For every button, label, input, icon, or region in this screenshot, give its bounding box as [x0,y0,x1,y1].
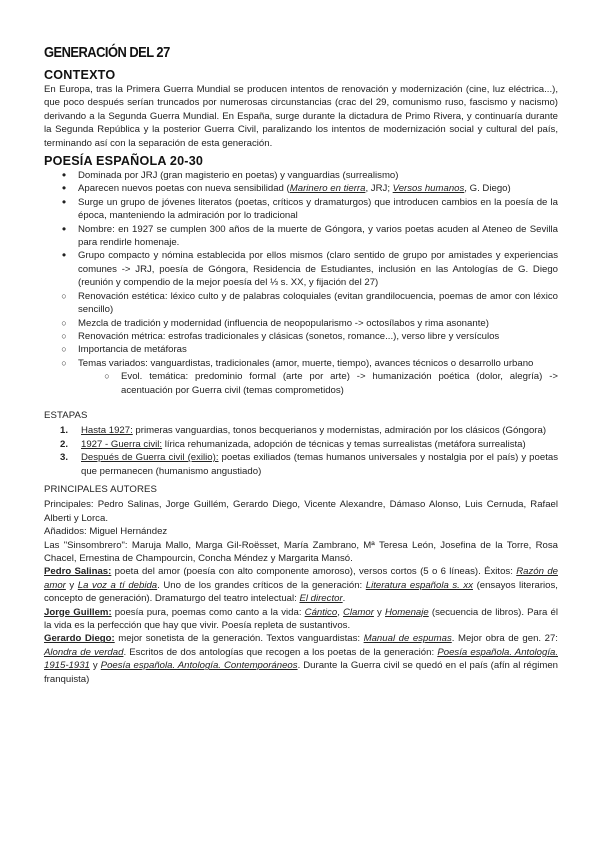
bullet-icon [59,223,69,236]
circle-bullet-icon [59,330,69,343]
anadidos-paragraph: Añadidos: Miguel Hernández [44,526,168,538]
diego-paragraph: Gerardo Diego: mejor sonetista de la generación. Textos vanguardistas: Manual de espumas. Mejor obra de gen. 27: Alondra de verdad. Escritos de dos antologías que recogen a los poetas de la generación: Poesía española. Antología. 1915-1931 y Poesía española. Antología. Contemporáneos. Durante la Guerra civil se quedó en el país (afín al régimen franquista) [44,633,559,685]
list-item: ● Surge un grupo de jóvenes literatos (poetas, críticos y dramaturgos) que introducen cambios en la poesía de la época, manteniendo la admiración por lo tradicional [44,196,558,223]
autores-label: PRINCIPALES AUTORES [44,483,157,495]
list-item: ● Aparecen nuevos poetas con nueva sensibilidad (Marinero en tierra, JRJ; Versos humanos, G. Diego) [44,182,558,195]
circle-bullet-icon [102,370,112,383]
contexto-paragraph: En Europa, tras la Primera Guerra Mundial se producen intentos de renovación y modernización (cine, luz eléctrica...), que poco después serían truncados por numerosas circunstancias (crac del 29, comunismo ruso, fascismo y nacismo) derivando a la Segunda Guerra Mundial. En España, surge durante la dictadura de Primo Rivera, y continuaría durante la Segunda República y la posterior Guerra Civil, paralizando los intentos de modernización social y cultural del país, terminando así con la separación de esta generación. [44,84,558,149]
sinsombrero-paragraph: Las "Sinsombrero": Maruja Mallo, Marga Gil-Roësset, María Zambrano, Mª Teresa León, Josefina de la Torre, Rosa Chacel, Ernestina de Champourcin, Concha Méndez y Margarita Mansó. [44,539,558,564]
guillem-paragraph: Jorge Guillem: poesía pura, poemas como canto a la vida: Cántico, Clamor y Homenaje (secuencia de libros). Para él la vida es la perfección que hay que vivir. Poesía repleta de sustantivos. [44,606,558,632]
work-title: Versos humanos [392,183,465,195]
bullet-icon [59,169,69,182]
list-item: ● Nombre: en 1927 se cumplen 300 años de la muerte de Góngora, y varios poetas acuden al Ateneo de Sevilla para rendirle homenaje. [44,223,558,250]
salinas-paragraph: Pedro Salinas: poeta del amor (poesía con alto componente amoroso), versos cortos (5 o 6 líneas). Éxitos: Razón de amor y La voz a tí debida. Uno de los grandes críticos de la generación: Literatura española s. xx (ensayos literarios, concepto de generación). Dramaturgo del teatro intelectual: El director. [44,566,558,605]
work-title: Literatura española s. xx [365,579,473,591]
work-title: Manual de espumas [363,633,452,645]
list-item: ○ Temas variados: vanguardistas, tradicionales (amor, muerte, tiempo), avances técnicos o desarrollo urbano [44,357,558,370]
work-title: La voz a tí debida [77,579,158,591]
author-name: Pedro Salinas: [44,566,112,578]
list-item: ● Grupo compacto y nómina establecida por ellos mismos (claro sentido de grupo por amistades y experiencias comunes -> JRJ, poesía de Góngora, Residencia de Estudiantes, inclusión en las Antologías de G. Diego (reunión y compendio de la mejor poesía del ⅓ s. XX, y fijación del 27) [44,249,558,289]
circle-bullet-icon [59,290,69,303]
poesia-heading: POESÍA ESPAÑOLA 20-30 [44,154,204,169]
list-item: ○ Mezcla de tradición y modernidad (influencia de neopopularismo -> octosílabos y rima asonante) [44,317,558,330]
work-title: Razón de amor [44,566,558,591]
list-item: 2. 1927 - Guerra civil: lírica rehumanizada, adopción de técnicas y temas surrealistas (metáfora surrealista) [60,438,526,450]
work-title: El director [299,593,343,605]
etapa-title: 1927 - Guerra civil: [81,438,163,450]
list-item: ● Dominada por JRJ (gran magisterio en poetas) y vanguardias (surrealismo) [44,169,558,182]
bullet-icon [59,249,69,262]
author-name: Gerardo Diego: [44,633,115,645]
work-title: Homenaje [385,606,429,618]
list-item: ○ Renovación métrica: estrofas tradicionales y clásicas (sonetos, romance...), verso libre y versículos [44,330,558,343]
list-item: ○ Evol. temática: predominio formal (arte por arte) -> humanización poética (dolor, alegría) -> acentuación por Guerra civil (temas comprometidos) [44,370,558,397]
bullet-icon [59,182,69,195]
list-item: 3. Después de Guerra civil (exilio): poetas exiliados (temas humanos universales y nostalgia por el país) y poetas que permanecen (humanismo angustiado) [60,452,558,477]
list-item: ○ Renovación estética: léxico culto y de palabras coloquiales (evitan grandilocuencia, poemas de amor con léxico sencillo) [44,290,558,317]
principales-paragraph: Principales: Pedro Salinas, Jorge Guillém, Gerardo Diego, Vicente Alexandre, Dámaso Alonso, Luis Cernuda, Rafael Alberti y Lorca. [44,499,558,524]
etapa-title: Después de Guerra civil (exilio): [81,452,219,464]
work-title: Marinero en tierra [289,183,366,195]
etapas-label: ESTAPAS [44,409,88,421]
bullet-icon [59,196,69,209]
document-title: GENERACIÓN DEL 27 [44,44,170,61]
work-title: Poesía española. Antología. 1915-1931 [44,646,559,672]
work-title: Cántico [304,606,338,618]
contexto-heading: CONTEXTO [44,68,116,82]
circle-bullet-icon [59,343,69,356]
circle-bullet-icon [59,357,69,370]
etapas-list [44,424,558,478]
work-title: Alondra de verdad [44,646,124,658]
work-title: Clamor [343,606,374,618]
poesia-list [44,169,558,397]
author-name: Jorge Guillem: [44,606,112,618]
list-item: ○ Importancia de metáforas [44,343,558,356]
list-item: 1. Hasta 1927: primeras vanguardias, tonos becquerianos y modernistas, admiración por los clásicos (Góngora) [60,425,547,437]
etapa-title: Hasta 1927: [81,425,133,437]
work-title: Poesía española. Antología. Contemporáneos [100,660,298,672]
circle-bullet-icon [59,317,69,330]
document-page [44,44,558,686]
